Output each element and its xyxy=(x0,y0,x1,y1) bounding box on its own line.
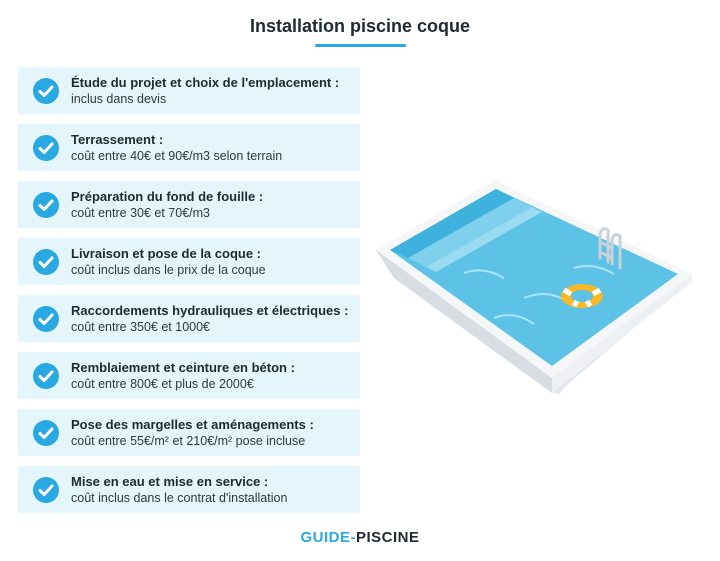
check-circle-icon xyxy=(33,477,59,503)
check-circle-icon xyxy=(33,192,59,218)
page-title: Installation piscine coque xyxy=(249,16,471,36)
check-circle-icon xyxy=(33,420,59,446)
item-detail: coût entre 800€ et plus de 2000€ xyxy=(71,377,254,391)
item-title: Mise en eau et mise en service : xyxy=(71,474,269,489)
item-title: Raccordements hydrauliques et électriques : xyxy=(71,303,349,318)
list-item xyxy=(18,124,360,171)
item-title: Terrassement : xyxy=(71,132,164,147)
list-item xyxy=(18,466,360,513)
brand-separator: - xyxy=(350,529,356,546)
item-title: Étude du projet et choix de l'emplacement : xyxy=(71,75,340,90)
item-detail: coût entre 30€ et 70€/m3 xyxy=(71,206,210,220)
title-underline xyxy=(315,44,406,47)
check-circle-icon xyxy=(33,135,59,161)
list-item xyxy=(18,409,360,456)
steps-list xyxy=(18,67,360,523)
item-detail: coût entre 55€/m² et 210€/m² pose incluse xyxy=(71,434,306,448)
item-detail: coût inclus dans le prix de la coque xyxy=(71,263,266,277)
list-item xyxy=(18,238,360,285)
list-item xyxy=(18,181,360,228)
list-item xyxy=(18,295,360,342)
item-detail: inclus dans devis xyxy=(71,92,167,106)
check-circle-icon xyxy=(33,306,59,332)
check-circle-icon xyxy=(33,363,59,389)
check-circle-icon xyxy=(33,249,59,275)
item-title: Pose des margelles et aménagements : xyxy=(71,417,314,432)
pool-illustration xyxy=(374,178,704,408)
check-circle-icon xyxy=(33,78,59,104)
brand-logo xyxy=(0,529,720,546)
lifebuoy-icon xyxy=(561,284,603,308)
item-title: Remblaiement et ceinture en béton : xyxy=(71,360,295,375)
brand-piscine: PISCINE xyxy=(356,529,420,546)
list-item xyxy=(18,352,360,399)
item-title: Livraison et pose de la coque : xyxy=(71,246,261,261)
brand-guide: GUIDE xyxy=(300,529,351,546)
item-detail: coût inclus dans le contrat d'installation xyxy=(71,491,288,505)
item-detail: coût entre 350€ et 1000€ xyxy=(71,320,211,334)
item-title: Préparation du fond de fouille : xyxy=(71,189,264,204)
item-detail: coût entre 40€ et 90€/m3 selon terrain xyxy=(71,149,283,163)
list-item xyxy=(18,67,360,114)
